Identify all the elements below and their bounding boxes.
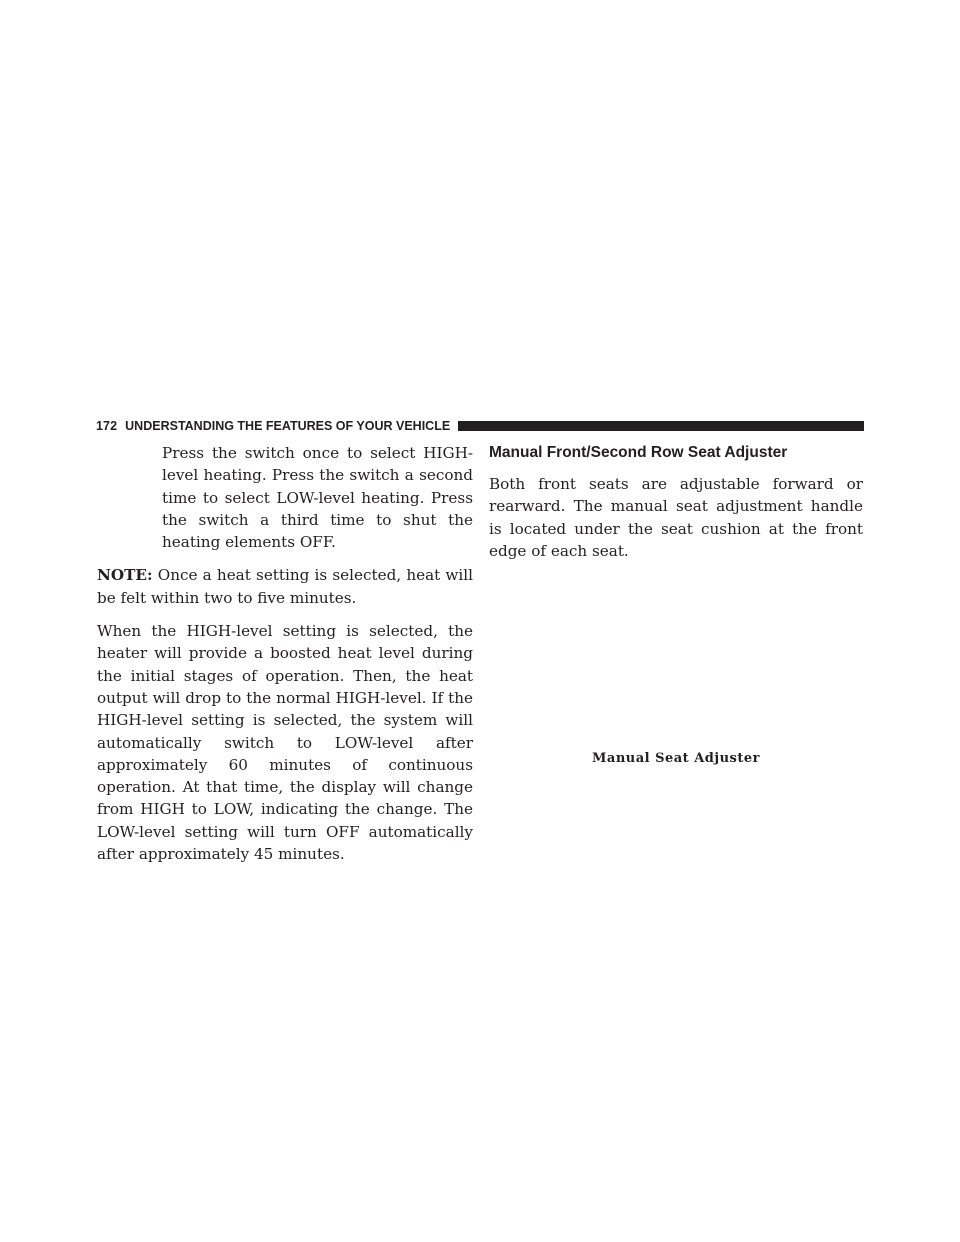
note-label: NOTE:: [97, 566, 153, 585]
seat-adjuster-heading: Manual Front/Second Row Seat Adjuster: [489, 444, 788, 461]
note-paragraph: [97, 564, 473, 609]
figure-area: [489, 540, 863, 740]
section-title: UNDERSTANDING THE FEATURES OF YOUR VEHICLE: [125, 419, 451, 433]
page-number: 172: [96, 419, 118, 433]
page-header: [96, 418, 864, 434]
seat-adjuster-paragraph: Both front seats are adjustable forward or rearward. The manual seat adjustment handle is located under the seat cushion at the front edge of each seat.: [489, 475, 863, 560]
heating-instructions-paragraph: Press the switch once to select HIGH-level heating. Press the switch a second time to select LOW-level heating. Press the switch a third time to shut the heating elements OFF.: [162, 444, 473, 552]
high-level-setting-paragraph: When the HIGH-level setting is selected, the heater will provide a boosted heat level during the initial stages of operation. Then, the heat output will drop to the normal HIGH-level. If the HIGH-level setting is selected, the system will automatically switch to LOW-level after approximately 60 minutes of continuous operation. At that time, the display will change from HIGH to LOW, indicating the change. The LOW-level setting will turn OFF automatically after approximately 45 minutes.: [97, 622, 473, 864]
left-column: [97, 442, 473, 876]
figure-caption: Manual Seat Adjuster: [592, 751, 760, 766]
note-text: Once a heat setting is selected, heat will be felt within two to five minutes.: [97, 566, 473, 607]
header-rule: [458, 421, 864, 431]
